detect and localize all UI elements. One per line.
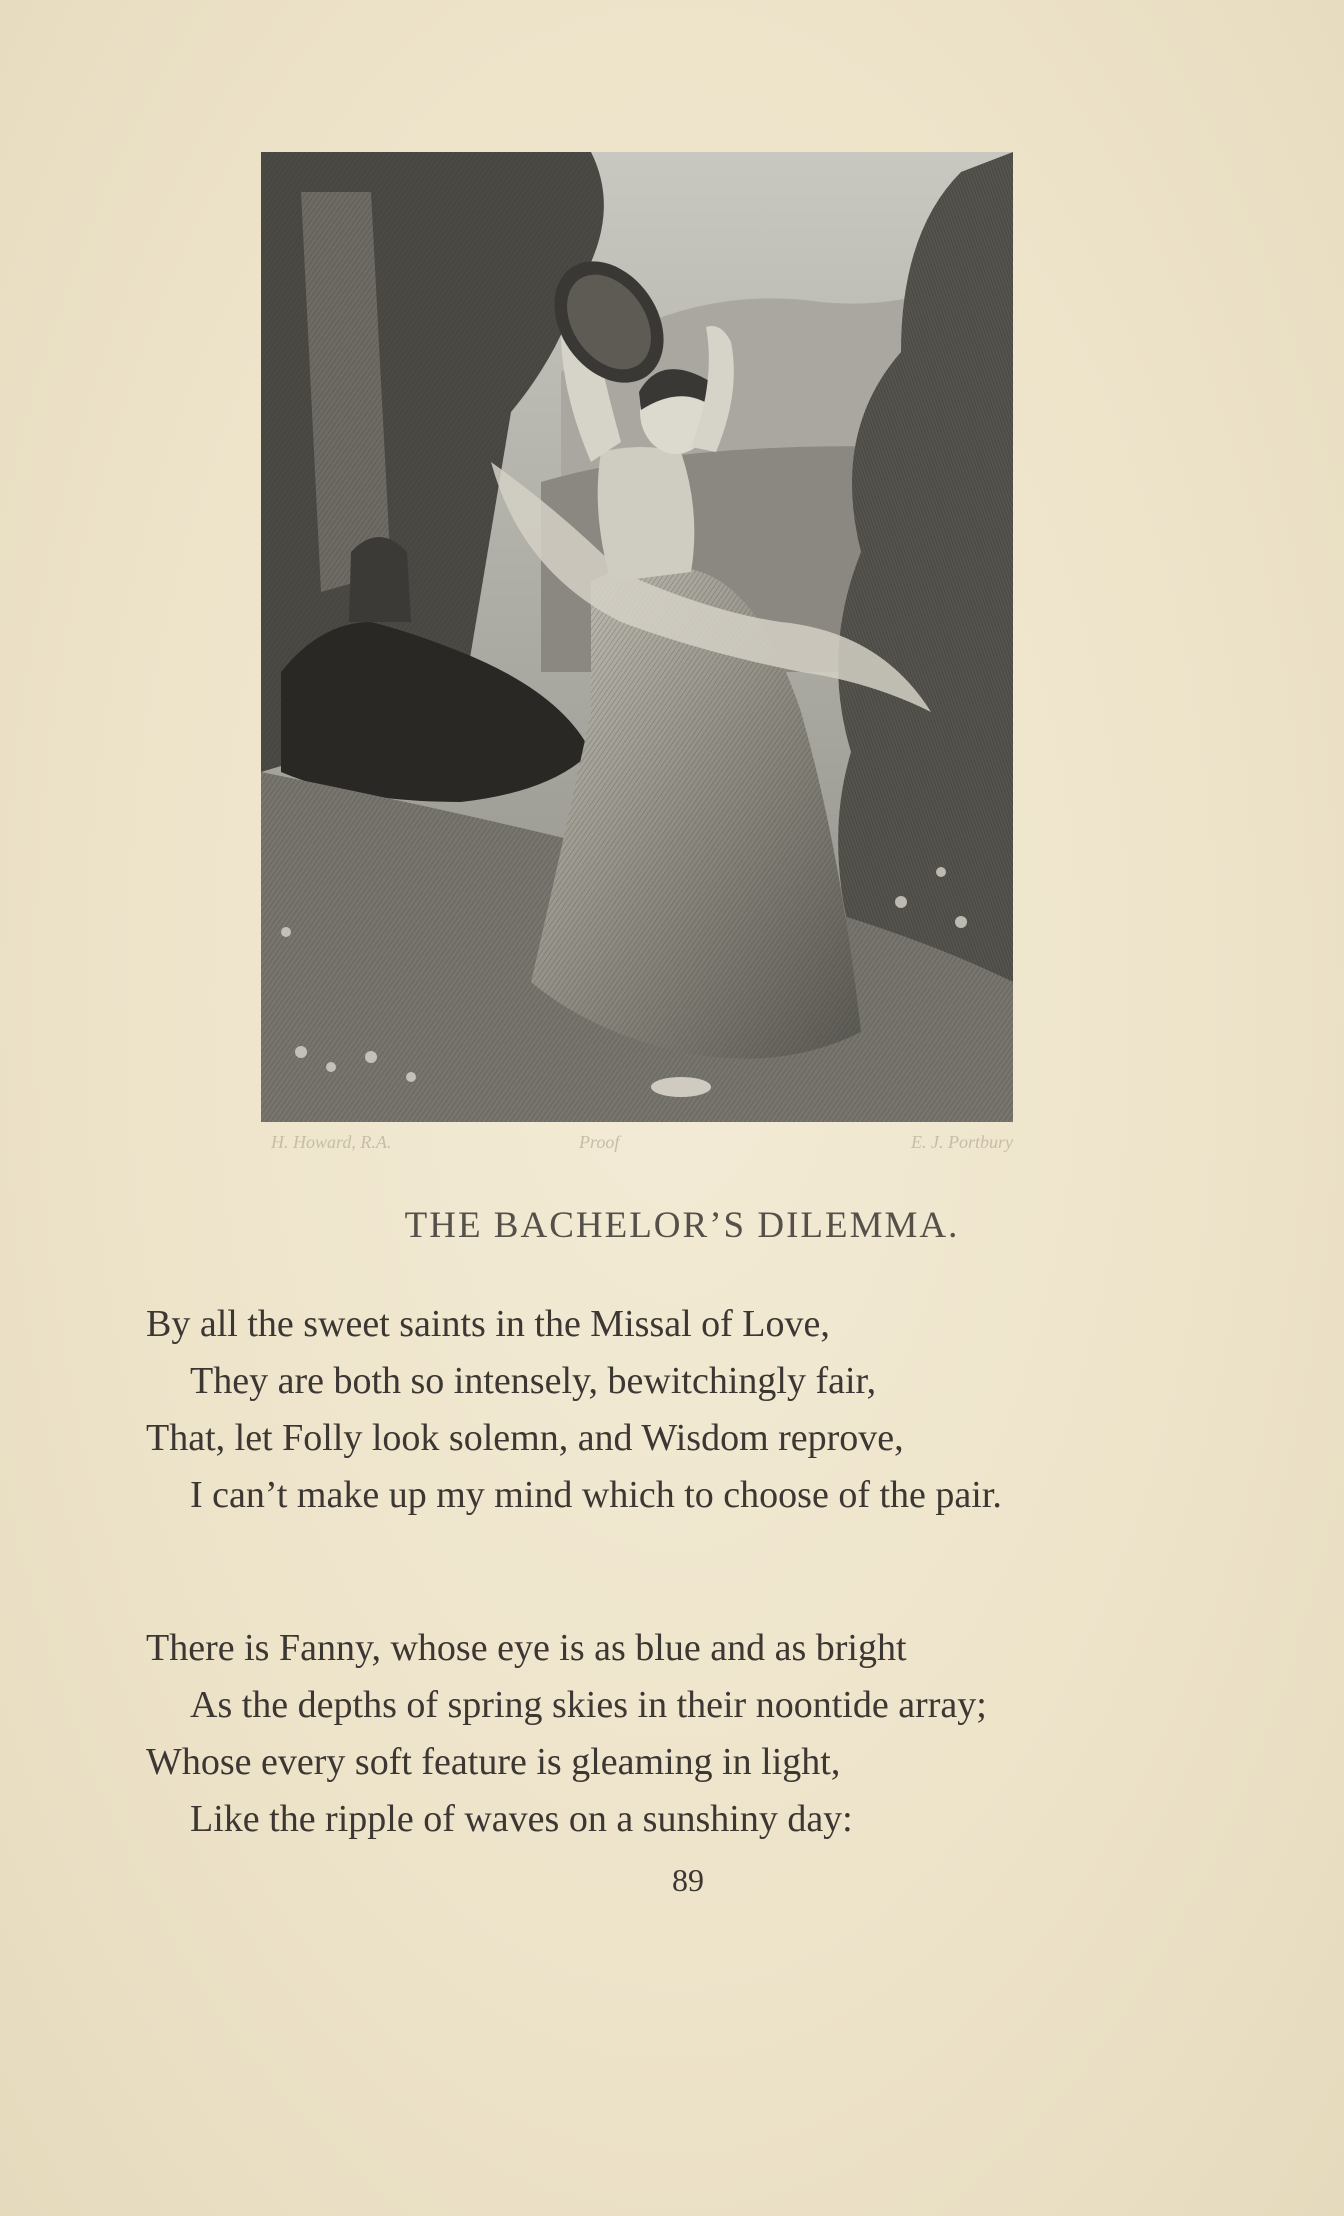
poem-line: There is Fanny, whose eye is as blue and as bright — [146, 1627, 907, 1669]
stanza-1 — [146, 1296, 1296, 1524]
engraver-credit: E. J. Portbury — [911, 1132, 1013, 1152]
poem-line: By all the sweet saints in the Missal of Love, — [146, 1303, 830, 1345]
page-number: 89 — [672, 1862, 704, 1898]
poem-line: As the depths of spring skies in their noontide array; — [190, 1684, 987, 1726]
stanza-2 — [146, 1620, 1296, 1848]
engraving-illustration — [261, 152, 1013, 1122]
poem-line: Like the ripple of waves on a sunshiny day: — [190, 1798, 853, 1840]
poem-line: They are both so intensely, bewitchingly fair, — [190, 1360, 877, 1402]
proof-mark: Proof — [579, 1132, 620, 1152]
poem-line: Whose every soft feature is gleaming in light, — [146, 1741, 841, 1783]
poem-line: That, let Folly look solemn, and Wisdom reprove, — [146, 1417, 904, 1459]
poem-line: I can’t make up my mind which to choose of the pair. — [190, 1474, 1002, 1516]
poem-title: THE BACHELOR’S DILEMMA. — [404, 1205, 960, 1246]
engraving-credits — [261, 1128, 1013, 1168]
painter-credit: H. Howard, R.A. — [271, 1132, 392, 1152]
